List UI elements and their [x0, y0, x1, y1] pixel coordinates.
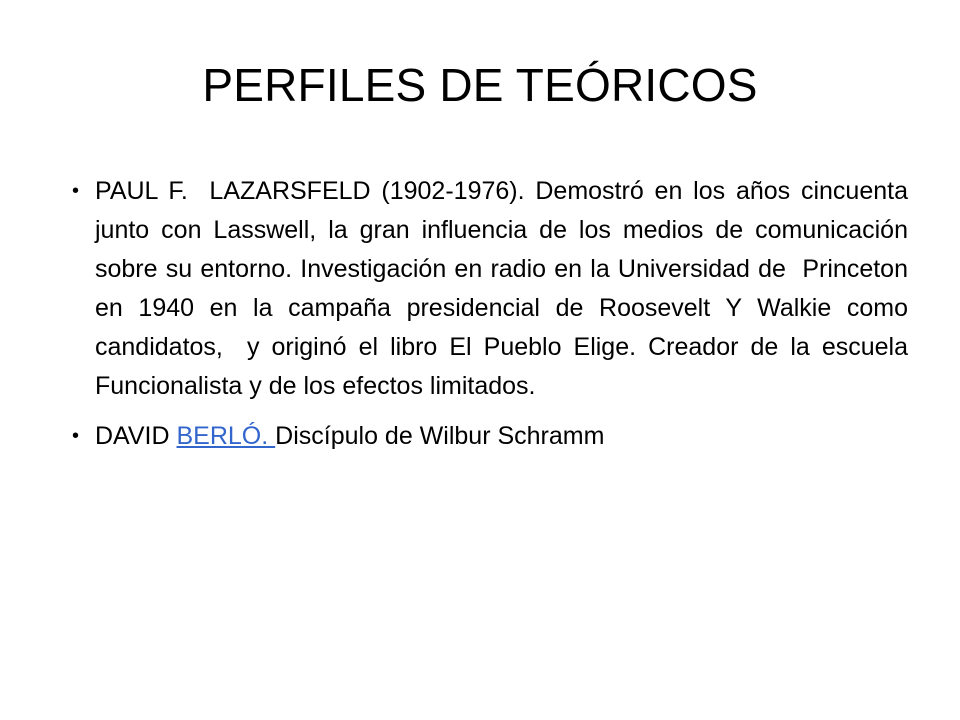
- bullet-item-lazarsfeld: [72, 172, 922, 406]
- bullet-icon: •: [72, 180, 80, 202]
- bullet-suffix: Discípulo de Wilbur Schramm: [275, 422, 605, 450]
- bullet-text: PAUL F. LAZARSFELD (1902-1976). Demostró en los años cincuenta junto con Lasswell, la gran influencia de los medios de comunicación sobre su entorno. Investigación en radio en la Universidad de Princeton en 1940 en la campaña presidencial de Roosevelt Y Walkie como candidatos, y originó el libro El Pueblo Elige. Creador de la escuela Funcionalista y de los efectos limitados.: [95, 177, 922, 400]
- berlo-link[interactable]: BERLÓ.: [176, 422, 276, 450]
- bullet-item-berlo: [72, 417, 908, 456]
- bullet-prefix: DAVID: [95, 422, 177, 450]
- bullet-icon: •: [72, 425, 80, 447]
- slide-title: PERFILES DE TEÓRICOS: [202, 59, 758, 111]
- bullet-list: [72, 172, 922, 467]
